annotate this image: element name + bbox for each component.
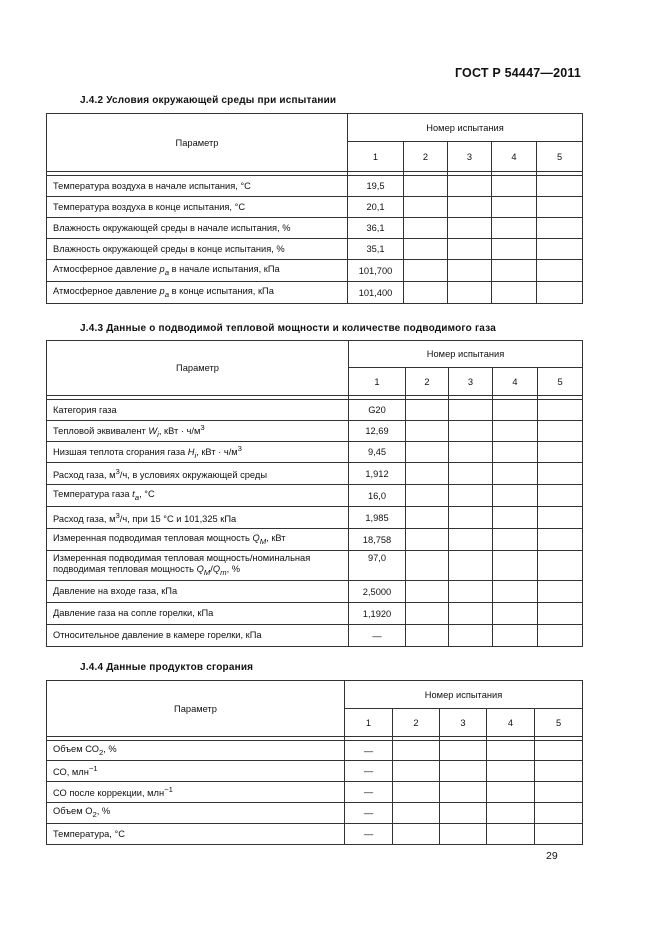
param-name: Влажность окружающей среды в конце испытания, % (47, 239, 348, 260)
value-test-1: 9,45 (349, 442, 406, 463)
param-name: Категория газа (47, 400, 349, 421)
table-row (47, 761, 583, 782)
table-row (47, 507, 583, 529)
table-row (47, 603, 583, 625)
test-number: 3 (449, 368, 493, 396)
param-name: Расход газа, $м^3/ч$, в условиях окружающей среды (47, 463, 349, 485)
param-name: Давление газа на сопле горелки, кПа (47, 603, 349, 625)
test-number: 5 (535, 709, 583, 737)
value-test-1: 1,912 (349, 463, 406, 485)
table-row (47, 485, 583, 507)
param-name: Температура, °С (47, 824, 345, 845)
section-title: J.4.2 Условия окружающей среды при испытании (80, 95, 337, 106)
param-name: Измеренная подводимая тепловая мощность $Q_M$, кВт (47, 529, 349, 551)
param-name: Тепловой эквивалент $W_i$, кВт · $ч/м^3$ (47, 421, 349, 442)
table-row (47, 551, 583, 581)
value-test-1: 35,1 (348, 239, 404, 260)
page-number: 29 (546, 850, 558, 862)
test-number: 1 (345, 709, 393, 737)
param-name: Атмосферное давление $p_a$ в начале испытания, кПа (47, 260, 348, 282)
value-test-1: 19,5 (348, 176, 404, 197)
table-row (47, 782, 583, 803)
value-test-1: G20 (349, 400, 406, 421)
param-name: СО после коррекции, млн$^{-1}$ (47, 782, 345, 803)
test-number: 5 (537, 142, 583, 172)
test-number: 1 (349, 368, 406, 396)
value-test-1: — (349, 625, 406, 647)
table-row (47, 197, 583, 218)
test-number: 3 (440, 709, 487, 737)
table-row (47, 824, 583, 845)
value-test-1: — (345, 761, 393, 782)
param-name: Температура газа $t_a$, °С (47, 485, 349, 507)
param-name: Давление на входе газа, кПа (47, 581, 349, 603)
param-name: Температура воздуха в начале испытания, °С (47, 176, 348, 197)
table-row (47, 282, 583, 304)
document-code: ГОСТ Р 54447—2011 (454, 66, 581, 80)
test-number: 2 (406, 368, 449, 396)
param-header: Параметр (47, 681, 345, 737)
test-number-header: Номер испытания (345, 681, 583, 709)
value-test-1: 1,985 (349, 507, 406, 529)
table-row (47, 803, 583, 824)
table-row (47, 400, 583, 421)
section-title: J.4.4 Данные продуктов сгорания (80, 662, 254, 673)
section-title: J.4.3 Данные о подводимой тепловой мощности и количестве подводимого газа (80, 323, 496, 334)
param-header: Параметр (47, 341, 349, 396)
test-number: 4 (492, 142, 537, 172)
test-number-header: Номер испытания (349, 341, 583, 368)
table-row (47, 741, 583, 761)
test-number: 2 (404, 142, 448, 172)
param-name: Измеренная подводимая тепловая мощность/номинальная подводимая тепловая мощность $Q_M/Q_m$, % (47, 551, 349, 581)
value-test-1: 12,69 (349, 421, 406, 442)
value-test-1: 101,400 (348, 282, 404, 304)
value-test-1: — (345, 741, 393, 761)
value-test-1: 101,700 (348, 260, 404, 282)
value-test-1: 2,5000 (349, 581, 406, 603)
param-name: Влажность окружающей среды в начале испытания, % (47, 218, 348, 239)
test-number: 1 (348, 142, 404, 172)
param-name: Атмосферное давление $p_a$ в конце испытания, кПа (47, 282, 348, 304)
table-row (47, 260, 583, 282)
ambient-conditions-table (46, 113, 583, 304)
table-row (47, 529, 583, 551)
value-test-1: 36,1 (348, 218, 404, 239)
param-name: Относительное давление в камере горелки, кПа (47, 625, 349, 647)
value-test-1: 97,0 (349, 551, 406, 581)
table-row (47, 421, 583, 442)
value-test-1: — (345, 803, 393, 824)
table-row (47, 218, 583, 239)
table-row (47, 176, 583, 197)
test-number-header: Номер испытания (348, 114, 583, 142)
heat-input-table (46, 340, 583, 647)
table-row (47, 581, 583, 603)
param-name: Расход газа, $м^3/ч$, при 15 °С и 101,325 кПа (47, 507, 349, 529)
value-test-1: 18,758 (349, 529, 406, 551)
value-test-1: — (345, 782, 393, 803)
param-name: Низшая теплота сгорания газа $H_i$, кВт · $ч/м^3$ (47, 442, 349, 463)
value-test-1: 16,0 (349, 485, 406, 507)
test-number: 2 (393, 709, 440, 737)
combustion-products-table (46, 680, 583, 845)
value-test-1: 1,1920 (349, 603, 406, 625)
param-name: Объем $О_2$, % (47, 803, 345, 824)
param-name: Объем $СО_2$, % (47, 741, 345, 761)
value-test-1: — (345, 824, 393, 845)
table-row (47, 625, 583, 647)
param-name: Температура воздуха в конце испытания, °С (47, 197, 348, 218)
table-row (47, 239, 583, 260)
param-name: СО, млн$^{-1}$ (47, 761, 345, 782)
test-number: 4 (487, 709, 535, 737)
param-header: Параметр (47, 114, 348, 172)
test-number: 4 (493, 368, 538, 396)
table-row (47, 442, 583, 463)
table-row (47, 463, 583, 485)
value-test-1: 20,1 (348, 197, 404, 218)
test-number: 5 (538, 368, 583, 396)
test-number: 3 (448, 142, 492, 172)
